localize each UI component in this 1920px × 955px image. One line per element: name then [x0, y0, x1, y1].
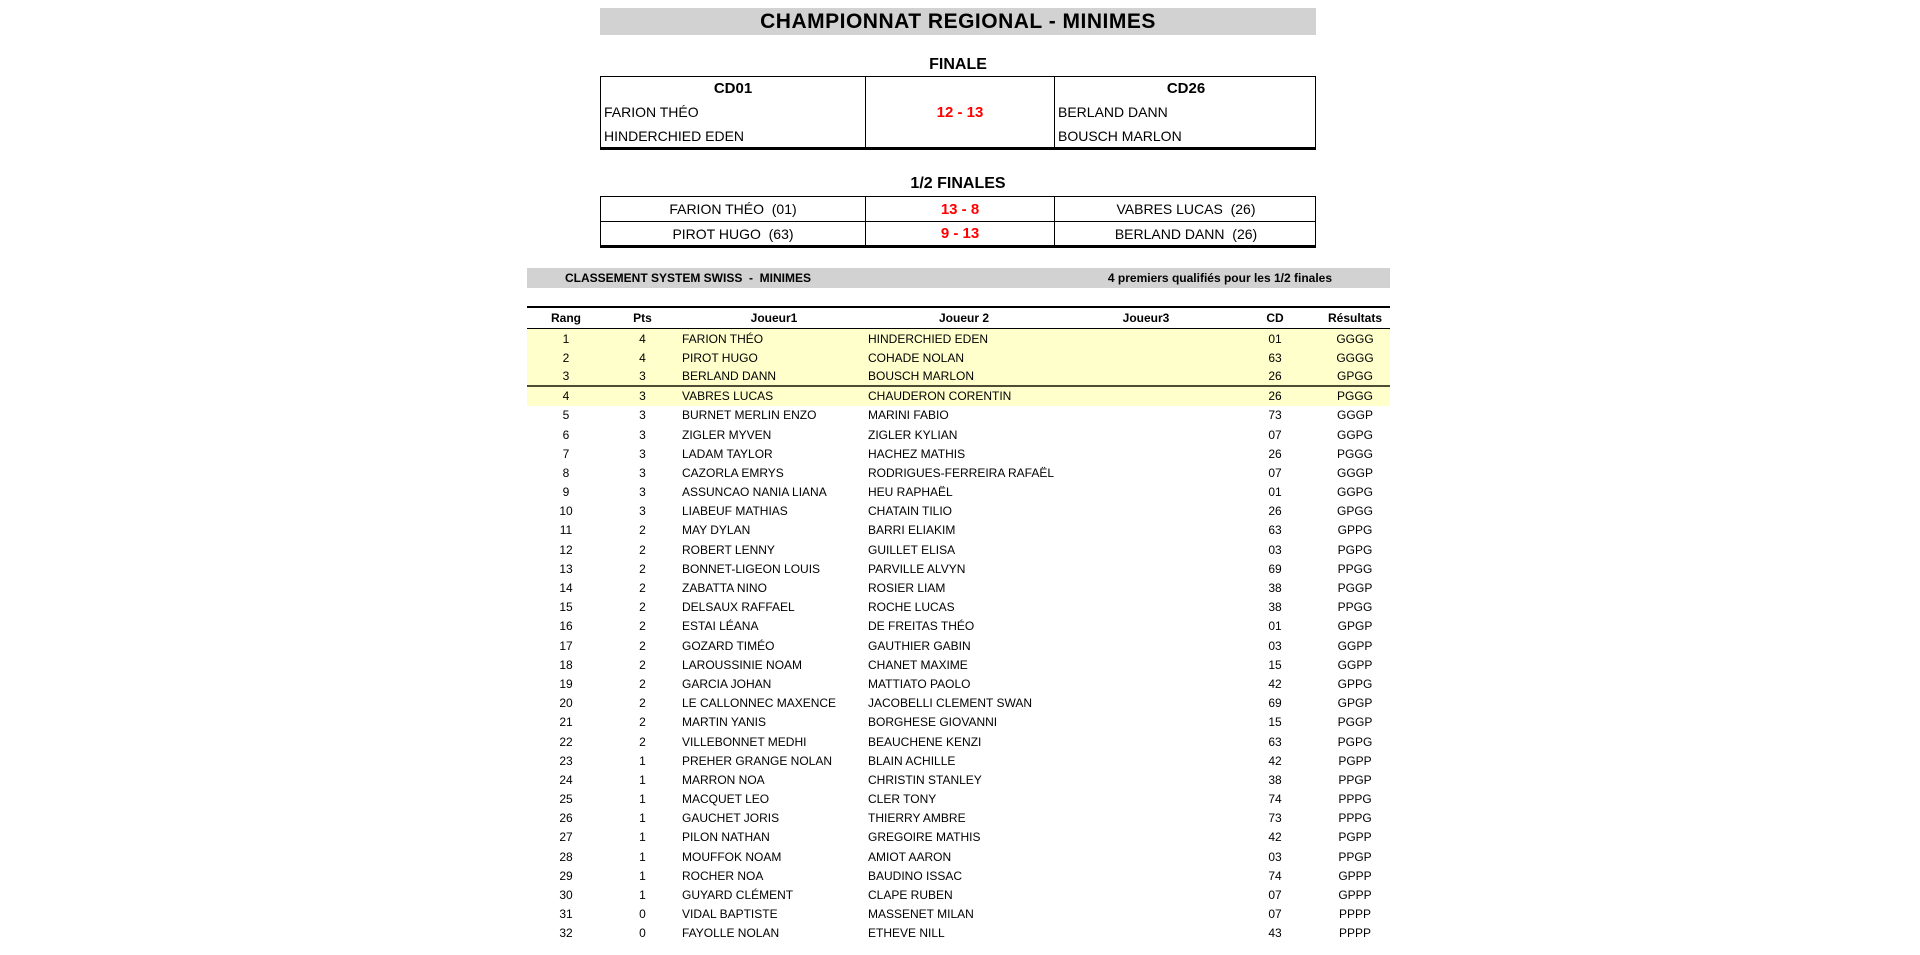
joueur1-cell: FARION THÉO — [682, 331, 764, 346]
pts-cell: 1 — [639, 792, 646, 807]
pts-cell: 2 — [639, 581, 646, 596]
joueur1-cell: PILON NATHAN — [682, 830, 770, 845]
pts-cell: 1 — [639, 811, 646, 826]
joueur1-cell: GUYARD CLÉMENT — [682, 888, 794, 903]
match-left-player: FARION THÉO (01) — [601, 197, 866, 221]
finale-score: 12 - 13 — [866, 77, 1055, 148]
table-row — [527, 636, 1390, 655]
cd-cell: 69 — [1268, 561, 1282, 576]
rank-cell: 11 — [559, 523, 573, 538]
joueur2-cell: DE FREITAS THÉO — [868, 619, 975, 634]
joueur2-cell: RODRIGUES-FERREIRA RAFAËL — [868, 465, 1055, 480]
table-row — [527, 924, 1390, 943]
resultats-cell: PGGP — [1337, 581, 1373, 596]
pts-cell: 0 — [639, 926, 646, 941]
rank-cell: 30 — [559, 888, 573, 903]
joueur1-cell: ROCHER NOA — [682, 868, 764, 883]
joueur2-cell: ZIGLER KYLIAN — [868, 427, 958, 442]
resultats-cell: GGPP — [1337, 657, 1373, 672]
pts-cell: 4 — [639, 331, 646, 346]
rank-cell: 32 — [559, 926, 573, 941]
resultats-cell: PPPP — [1338, 907, 1371, 922]
rank-cell: 3 — [562, 368, 570, 383]
joueur2-cell: ROCHE LUCAS — [868, 600, 955, 615]
rank-cell: 19 — [559, 676, 573, 691]
finale-table — [600, 76, 1316, 150]
table-row — [527, 329, 1390, 348]
joueur2-cell: MASSENET MILAN — [868, 907, 974, 922]
joueur1-cell: VABRES LUCAS — [682, 389, 774, 404]
joueur2-cell: CHAUDERON CORENTIN — [868, 389, 1012, 404]
joueur2-cell: BLAIN ACHILLE — [868, 753, 956, 768]
cd-cell: 38 — [1268, 581, 1282, 596]
cd-cell: 42 — [1268, 676, 1282, 691]
joueur2-cell: JACOBELLI CLEMENT SWAN — [868, 696, 1033, 711]
page-title: CHAMPIONNAT REGIONAL - MINIMES — [600, 8, 1316, 35]
rank-cell: 31 — [559, 907, 573, 922]
cd-cell: 63 — [1268, 350, 1282, 365]
cd-cell: 26 — [1268, 446, 1282, 461]
table-row — [527, 809, 1390, 828]
match-row — [601, 197, 1315, 221]
resultats-cell: PGPG — [1337, 734, 1373, 749]
resultats-cell: PPPP — [1338, 926, 1371, 941]
table-row — [527, 790, 1390, 809]
resultats-cell: GPPP — [1338, 868, 1372, 883]
resultats-cell: GGGG — [1336, 350, 1374, 365]
joueur1-cell: ESTAI LÉANA — [682, 619, 759, 634]
resultats-cell: PGGG — [1336, 389, 1373, 404]
resultats-cell: PGGG — [1336, 446, 1373, 461]
resultats-cell: PPGG — [1337, 600, 1373, 615]
joueur2-cell: BARRI ELIAKIM — [868, 523, 956, 538]
player-name: FARION THÉO — [604, 104, 699, 120]
joueur1-cell: ZABATTA NINO — [682, 581, 767, 596]
table-row — [527, 674, 1390, 693]
pts-cell: 2 — [639, 657, 646, 672]
pts-cell: 1 — [639, 772, 646, 787]
cd-cell: 42 — [1268, 753, 1282, 768]
rank-cell: 6 — [562, 427, 570, 442]
pts-cell: 2 — [639, 523, 646, 538]
table-row — [527, 502, 1390, 521]
finale-left-cd-label: CD01 — [713, 80, 753, 97]
joueur2-cell: AMIOT AARON — [868, 849, 952, 864]
table-row — [527, 828, 1390, 847]
table-row — [527, 367, 1390, 386]
pts-cell: 1 — [639, 753, 646, 768]
cd-cell: 26 — [1268, 504, 1282, 519]
pts-cell: 2 — [639, 696, 646, 711]
cd-cell: 07 — [1268, 427, 1282, 442]
rank-cell: 13 — [559, 561, 573, 576]
table-row — [527, 770, 1390, 789]
table-row — [527, 713, 1390, 732]
cd-cell: 03 — [1268, 638, 1282, 653]
resultats-cell: GPPG — [1337, 676, 1373, 691]
resultats-cell: PGPP — [1338, 753, 1372, 768]
rank-cell: 15 — [559, 600, 573, 615]
resultats-cell: PGPG — [1337, 542, 1373, 557]
rank-cell: 21 — [559, 715, 573, 730]
match-row — [601, 221, 1315, 245]
player-name: BERLAND DANN — [1058, 104, 1168, 120]
pts-cell: 1 — [639, 849, 646, 864]
table-row — [527, 751, 1390, 770]
joueur2-cell: COHADE NOLAN — [868, 350, 965, 365]
header-joueur2: Joueur 2 — [938, 311, 989, 325]
finale-team-left — [601, 77, 866, 148]
resultats-cell: GGPG — [1336, 427, 1373, 442]
cd-cell: 26 — [1268, 368, 1282, 383]
resultats-cell: PPGP — [1338, 849, 1372, 864]
rank-cell: 29 — [559, 868, 573, 883]
joueur1-cell: MACQUET LEO — [682, 792, 770, 807]
resultats-cell: PPGG — [1337, 561, 1373, 576]
joueur1-cell: LADAM TAYLOR — [682, 446, 773, 461]
rank-cell: 23 — [559, 753, 573, 768]
joueur1-cell: GARCIA JOHAN — [682, 676, 772, 691]
player-name: HINDERCHIED EDEN — [604, 128, 745, 144]
rank-cell: 14 — [559, 581, 573, 596]
joueur2-cell: PARVILLE ALVYN — [868, 561, 966, 576]
pts-cell: 3 — [639, 408, 646, 423]
joueur2-cell: GUILLET ELISA — [868, 542, 956, 557]
resultats-cell: PGGP — [1337, 715, 1373, 730]
table-row — [527, 598, 1390, 617]
header-rang: Rang — [551, 311, 581, 325]
classement-table — [527, 306, 1390, 943]
joueur2-cell: BORGHESE GIOVANNI — [868, 715, 998, 730]
rank-cell: 25 — [559, 792, 573, 807]
resultats-cell: GGGP — [1336, 465, 1373, 480]
pts-cell: 3 — [639, 427, 646, 442]
cd-cell: 74 — [1268, 868, 1282, 883]
joueur2-cell: BAUDINO ISSAC — [868, 868, 963, 883]
demi-finales-heading: 1/2 FINALES — [910, 175, 1006, 192]
rank-cell: 26 — [559, 811, 573, 826]
pts-cell: 3 — [639, 485, 646, 500]
rank-cell: 5 — [562, 408, 570, 423]
table-row — [527, 444, 1390, 463]
table-row — [527, 866, 1390, 885]
table-row — [527, 387, 1390, 406]
cd-cell: 01 — [1268, 619, 1282, 634]
pts-cell: 1 — [639, 888, 646, 903]
joueur2-cell: THIERRY AMBRE — [868, 811, 966, 826]
pts-cell: 4 — [639, 350, 646, 365]
table-row — [527, 425, 1390, 444]
header-joueur3: Joueur3 — [1122, 311, 1170, 325]
table-row — [527, 540, 1390, 559]
joueur1-cell: CAZORLA EMRYS — [682, 465, 784, 480]
joueur1-cell: GOZARD TIMÉO — [682, 638, 775, 653]
joueur1-cell: ASSUNCAO NANIA LIANA — [682, 485, 827, 500]
joueur1-cell: VILLEBONNET MEDHI — [682, 734, 807, 749]
resultats-cell: GGGP — [1336, 408, 1373, 423]
joueur1-cell: MOUFFOK NOAM — [682, 849, 782, 864]
match-score: 13 - 8 — [866, 197, 1055, 221]
cd-cell: 07 — [1268, 888, 1282, 903]
joueur2-cell: ROSIER LIAM — [868, 581, 946, 596]
cd-cell: 01 — [1268, 485, 1282, 500]
resultats-cell: GPGP — [1337, 619, 1373, 634]
table-row — [527, 559, 1390, 578]
table-row — [527, 463, 1390, 482]
joueur2-cell: MARINI FABIO — [868, 408, 949, 423]
pts-cell: 1 — [639, 830, 646, 845]
joueur2-cell: HINDERCHIED EDEN — [868, 331, 989, 346]
classement-rows — [527, 329, 1390, 943]
qualification-note: 4 premiers qualifiés pour les 1/2 finales — [1107, 271, 1332, 285]
joueur1-cell: BURNET MERLIN ENZO — [682, 408, 817, 423]
joueur1-cell: DELSAUX RAFFAEL — [682, 600, 795, 615]
joueur1-cell: FAYOLLE NOLAN — [682, 926, 780, 941]
pts-cell: 1 — [639, 868, 646, 883]
joueur1-cell: PIROT HUGO — [682, 350, 758, 365]
table-row — [527, 348, 1390, 367]
rank-cell: 16 — [559, 619, 573, 634]
joueur1-cell: PREHER GRANGE NOLAN — [682, 753, 833, 768]
joueur2-cell: BEAUCHENE KENZI — [868, 734, 982, 749]
pts-cell: 2 — [639, 715, 646, 730]
joueur1-cell: ROBERT LENNY — [682, 542, 775, 557]
resultats-cell: PPPG — [1338, 811, 1372, 826]
table-row — [527, 617, 1390, 636]
cd-cell: 38 — [1268, 600, 1282, 615]
joueur1-cell: ZIGLER MYVEN — [682, 427, 772, 442]
pts-cell: 3 — [639, 389, 646, 404]
resultats-cell: GGGG — [1336, 331, 1374, 346]
resultats-cell: GPGG — [1336, 504, 1373, 519]
header-cd: CD — [1266, 311, 1284, 325]
classement-banner — [527, 268, 1390, 288]
match-score: 9 - 13 — [866, 222, 1055, 245]
resultats-cell: GGPG — [1336, 485, 1373, 500]
cd-cell: 74 — [1268, 792, 1282, 807]
table-row — [527, 694, 1390, 713]
finale-team-right — [1055, 77, 1317, 148]
finale-heading: FINALE — [929, 56, 987, 73]
joueur2-cell: CHANET MAXIME — [868, 657, 968, 672]
resultats-cell: GPGG — [1336, 368, 1373, 383]
pts-cell: 2 — [639, 734, 646, 749]
joueur1-cell: BONNET-LIGEON LOUIS — [682, 561, 821, 576]
rank-cell: 20 — [559, 696, 573, 711]
table-row — [527, 732, 1390, 751]
match-right-player: VABRES LUCAS (26) — [1116, 201, 1256, 217]
table-row — [527, 655, 1390, 674]
table-row — [527, 483, 1390, 502]
pts-cell: 3 — [639, 368, 646, 383]
resultats-cell: GPPG — [1337, 523, 1373, 538]
pts-cell: 2 — [639, 561, 646, 576]
cd-cell: 69 — [1268, 696, 1282, 711]
rank-cell: 17 — [559, 638, 573, 653]
cd-cell: 73 — [1268, 811, 1282, 826]
resultats-cell: PPGP — [1338, 772, 1372, 787]
joueur1-cell: LE CALLONNEC MAXENCE — [682, 696, 837, 711]
resultats-cell: GPPP — [1338, 888, 1372, 903]
joueur2-cell: GREGOIRE MATHIS — [868, 830, 981, 845]
rank-cell: 27 — [559, 830, 573, 845]
rank-cell: 1 — [562, 331, 570, 346]
table-header-row — [527, 308, 1390, 329]
rank-cell: 24 — [559, 772, 573, 787]
rank-cell: 10 — [559, 504, 573, 519]
resultats-cell: PPPG — [1338, 792, 1372, 807]
cd-cell: 26 — [1268, 389, 1282, 404]
rank-cell: 18 — [559, 657, 573, 672]
rank-cell: 9 — [562, 485, 570, 500]
header-resultats: Résultats — [1327, 311, 1383, 325]
joueur2-cell: HEU RAPHAËL — [868, 485, 953, 500]
cd-cell: 03 — [1268, 542, 1282, 557]
joueur1-cell: GAUCHET JORIS — [682, 811, 780, 826]
cd-cell: 07 — [1268, 465, 1282, 480]
rank-cell: 7 — [562, 446, 570, 461]
resultats-cell: GGPP — [1337, 638, 1373, 653]
pts-cell: 3 — [639, 465, 646, 480]
rank-cell: 4 — [562, 389, 570, 404]
cd-cell: 63 — [1268, 523, 1282, 538]
joueur2-cell: MATTIATO PAOLO — [868, 676, 971, 691]
rank-cell: 28 — [559, 849, 573, 864]
rank-cell: 2 — [562, 350, 570, 365]
header-pts: Pts — [633, 311, 652, 325]
match-right-player: BERLAND DANN (26) — [1114, 225, 1258, 242]
match-left-player: PIROT HUGO (63) — [601, 222, 866, 245]
pts-cell: 2 — [639, 676, 646, 691]
cd-cell: 63 — [1268, 734, 1282, 749]
finale-right-cd-label: CD26 — [1166, 80, 1206, 97]
pts-cell: 2 — [639, 638, 646, 653]
cd-cell: 15 — [1268, 657, 1282, 672]
pts-cell: 3 — [639, 504, 646, 519]
resultats-cell: PGPP — [1338, 830, 1372, 845]
cd-cell: 01 — [1268, 331, 1282, 346]
cd-cell: 07 — [1268, 907, 1282, 922]
joueur2-cell: HACHEZ MATHIS — [868, 446, 966, 461]
player-name: BOUSCH MARLON — [1058, 128, 1182, 144]
joueur2-cell: CHATAIN TILIO — [868, 504, 953, 519]
joueur1-cell: LIABEUF MATHIAS — [682, 504, 788, 519]
table-row — [527, 905, 1390, 924]
cd-cell: 38 — [1268, 772, 1282, 787]
joueur2-cell: CLER TONY — [868, 792, 937, 807]
table-row — [527, 885, 1390, 904]
rank-cell: 12 — [559, 542, 573, 557]
rank-cell: 8 — [562, 465, 570, 480]
table-row — [527, 578, 1390, 597]
joueur1-cell: LAROUSSINIE NOAM — [682, 657, 803, 672]
joueur2-cell: BOUSCH MARLON — [868, 368, 975, 383]
joueur1-cell: VIDAL BAPTISTE — [682, 907, 778, 922]
pts-cell: 0 — [639, 907, 646, 922]
joueur1-cell: MAY DYLAN — [682, 523, 751, 538]
table-row — [527, 406, 1390, 425]
pts-cell: 2 — [639, 619, 646, 634]
demi-finales-table — [600, 196, 1316, 248]
table-row — [527, 521, 1390, 540]
cd-cell: 43 — [1268, 926, 1282, 941]
joueur2-cell: GAUTHIER GABIN — [868, 638, 971, 653]
cd-cell: 42 — [1268, 830, 1282, 845]
resultats-cell: GPGP — [1337, 696, 1373, 711]
cd-cell: 15 — [1268, 715, 1282, 730]
joueur2-cell: ETHEVE NILL — [868, 926, 945, 941]
header-joueur1: Joueur1 — [750, 311, 798, 325]
pts-cell: 2 — [639, 600, 646, 615]
joueur1-cell: MARTIN YANIS — [682, 715, 767, 730]
joueur2-cell: CLAPE RUBEN — [868, 888, 953, 903]
joueur1-cell: BERLAND DANN — [682, 368, 777, 383]
pts-cell: 3 — [639, 446, 646, 461]
pts-cell: 2 — [639, 542, 646, 557]
joueur2-cell: CHRISTIN STANLEY — [868, 772, 982, 787]
table-row — [527, 847, 1390, 866]
classement-title: CLASSEMENT SYSTEM SWISS - MINIMES — [565, 271, 812, 285]
joueur1-cell: MARRON NOA — [682, 772, 765, 787]
cd-cell: 73 — [1268, 408, 1282, 423]
rank-cell: 22 — [559, 734, 573, 749]
cd-cell: 03 — [1268, 849, 1282, 864]
